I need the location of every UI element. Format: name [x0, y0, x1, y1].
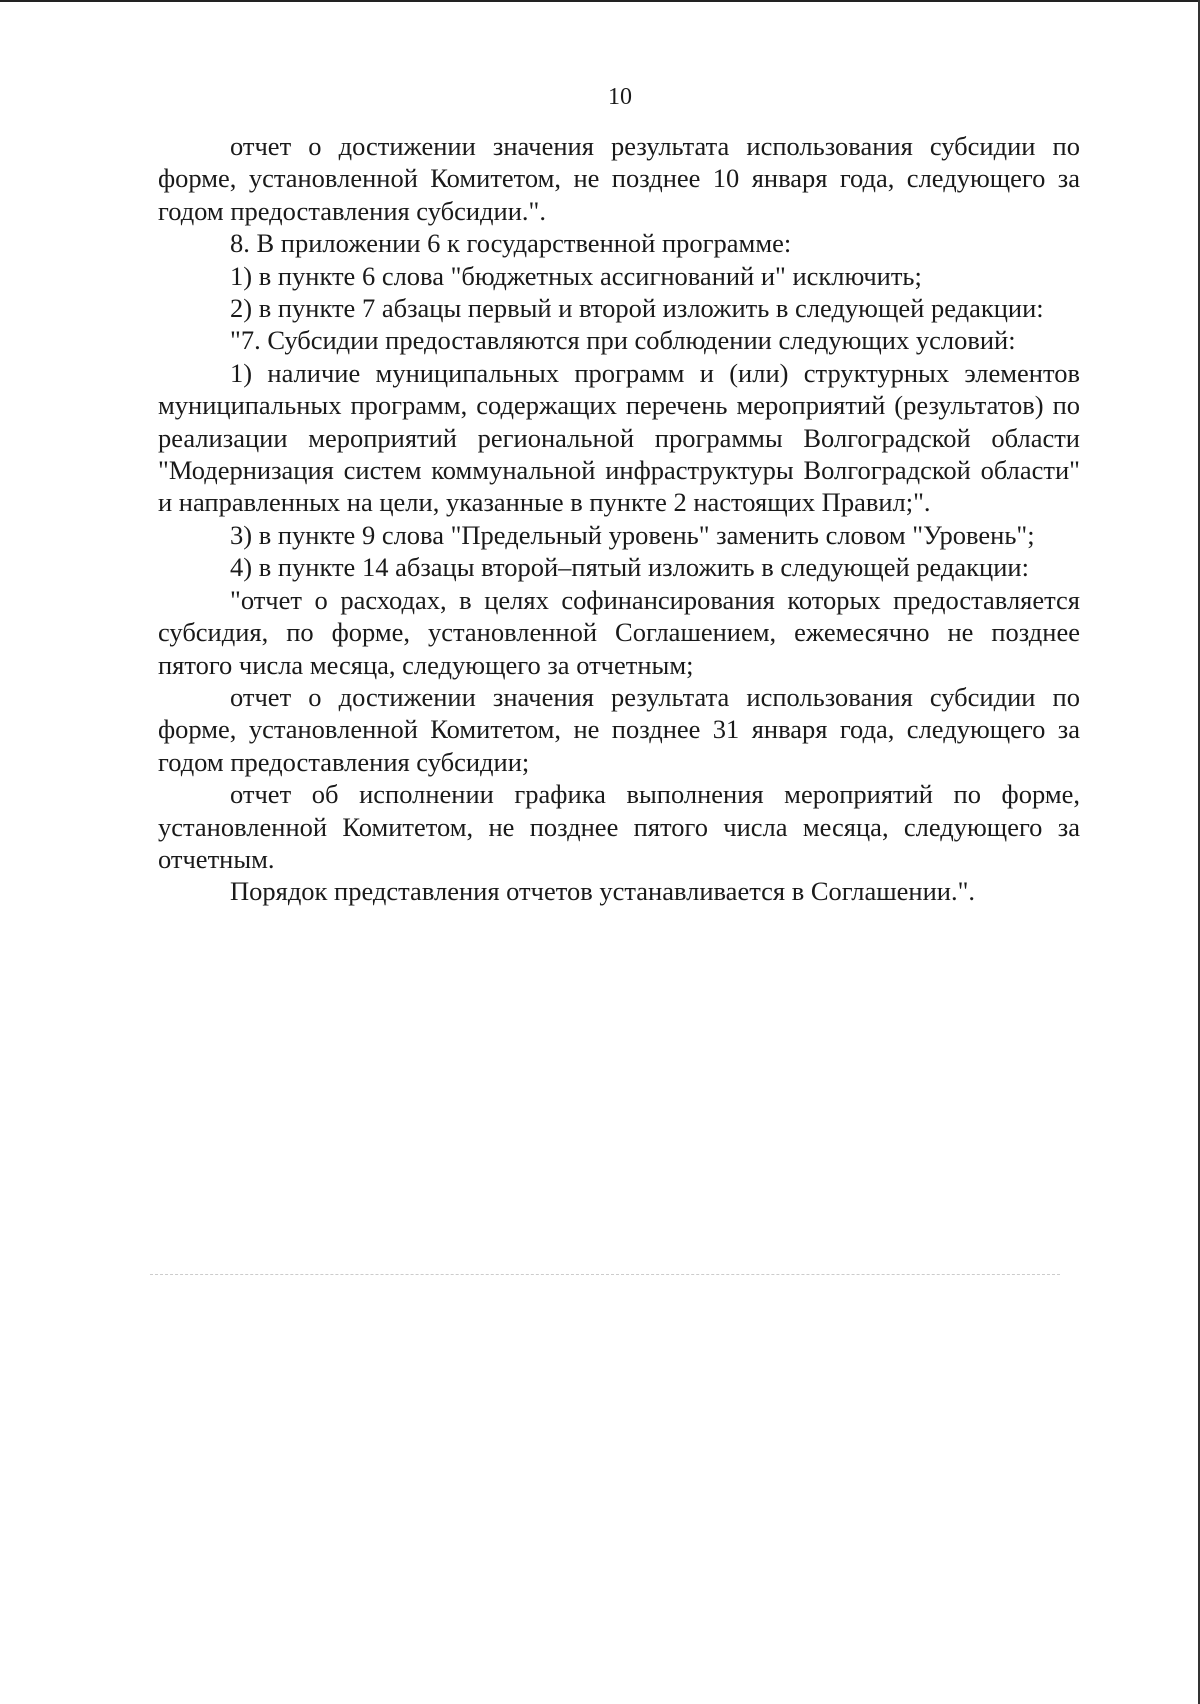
- document-body: [158, 130, 1080, 908]
- page-top-border: [0, 0, 1200, 2]
- paragraph: 4) в пункте 14 абзацы второй–пятый изложить в следующей редакции:: [230, 552, 1029, 583]
- page-number: 10: [608, 84, 632, 110]
- paragraph: "7. Субсидии предоставляются при соблюдении следующих условий:: [230, 325, 1016, 356]
- paragraph: 3) в пункте 9 слова "Предельный уровень" заменить словом "Уровень";: [230, 519, 1035, 550]
- scan-artifact-line: [150, 1274, 1060, 1275]
- paragraph: 1) наличие муниципальных программ и (или) структурных элементов муниципальных программ, содержащих перечень мероприятий (результатов) по реализации мероприятий региональной программы Волгоградской области "Модернизация систем коммунальной инфраструктуры Волгоградской области" и направленных на цели, указанные в пункте 2 настоящих Правил;".: [158, 357, 1080, 518]
- paragraph: Порядок представления отчетов устанавливается в Соглашении.".: [230, 876, 976, 907]
- paragraph: отчет об исполнении графика выполнения мероприятий по форме, установленной Комитетом, не позднее пятого числа месяца, следующего за отчетным.: [158, 779, 1080, 874]
- paragraph: 1) в пункте 6 слова "бюджетных ассигнований и" исключить;: [230, 260, 922, 291]
- paragraph: отчет о достижении значения результата использования субсидии по форме, установленной Комитетом, не позднее 31 января года, следующего за годом предоставления субсидии;: [158, 681, 1080, 777]
- paragraph: отчет о достижении значения результата использования субсидии по форме, установленной Комитетом, не позднее 10 января года, следующего за годом предоставления субсидии.".: [158, 131, 1080, 226]
- paragraph: "отчет о расходах, в целях софинансирования которых предоставляется субсидия, по форме, установленной Соглашением, ежемесячно не позднее пятого числа месяца, следующего за отчетным;: [158, 584, 1080, 680]
- paragraph: 2) в пункте 7 абзацы первый и второй изложить в следующей редакции:: [230, 293, 1044, 324]
- paragraph: 8. В приложении 6 к государственной программе:: [230, 228, 792, 259]
